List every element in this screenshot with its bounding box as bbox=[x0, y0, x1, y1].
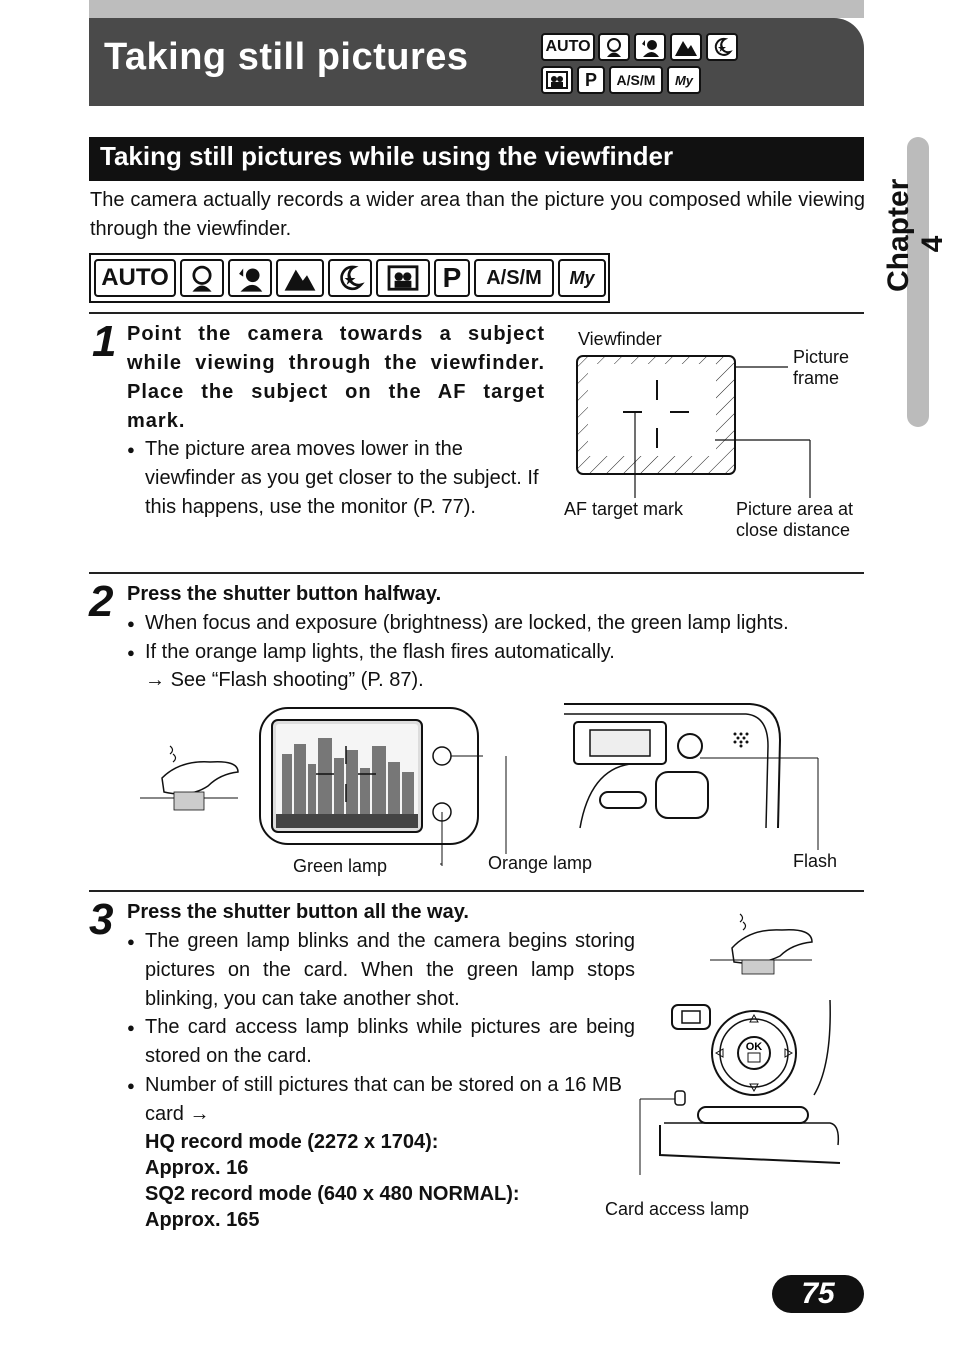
step3-bullet-2 bbox=[145, 1013, 635, 1071]
portrait-icon-large bbox=[180, 259, 224, 297]
step3-bullet-3-text: Number of still pictures that can be stored on a 16 MB card bbox=[145, 1074, 622, 1125]
shutter-full-press-illustration bbox=[708, 908, 818, 978]
step3-bullet-1-text: The green lamp blinks and the camera begins storing pictures on the card. When the green lamp stops blinking, you can take another shot. bbox=[145, 930, 635, 1010]
label-flash: Flash bbox=[793, 851, 838, 871]
camera-back-illustration bbox=[630, 995, 845, 1175]
step2-bullet-2 bbox=[145, 638, 865, 667]
step2-bullet-2-text: If the orange lamp lights, the flash fires automatically. bbox=[145, 641, 615, 663]
step2-bullet-1 bbox=[145, 609, 865, 638]
label-viewfinder: Viewfinder bbox=[578, 329, 662, 349]
step3-rule bbox=[89, 890, 864, 892]
landscape-icon-large bbox=[276, 259, 324, 297]
step1-number: 1 bbox=[92, 317, 117, 366]
page-title: Taking still pictures bbox=[104, 36, 469, 78]
label-green-lamp: Green lamp bbox=[293, 856, 388, 876]
section-heading: Taking still pictures while using the viewfinder bbox=[100, 141, 674, 171]
asm-mode-icon: A/S/M bbox=[609, 66, 663, 94]
step3-specs bbox=[145, 1129, 520, 1233]
step3-bullet-2-text: The card access lamp blinks while pictures are being stored on the card. bbox=[145, 1016, 635, 1067]
shutter-half-press-illustration bbox=[140, 740, 240, 812]
program-mode-icon: P bbox=[577, 66, 605, 94]
step2-see-also-text: See “Flash shooting” (P. 87). bbox=[170, 669, 424, 691]
program-mode-icon-large: P bbox=[434, 259, 470, 297]
step2-bullet-1-text: When focus and exposure (brightness) are locked, the green lamp lights. bbox=[145, 612, 789, 634]
night-portrait-icon bbox=[634, 33, 666, 61]
label-orange-lamp: Orange lamp bbox=[488, 853, 593, 873]
viewfinder-diagram bbox=[560, 350, 860, 500]
arrow-icon: → bbox=[189, 1103, 210, 1125]
ok-button-label: OK bbox=[745, 1041, 763, 1053]
label-picture-frame: Picture frame bbox=[793, 347, 850, 388]
step1-heading: Point the camera towards a subject while viewing through the viewfinder. Place the subject on the AF target mark. bbox=[127, 323, 545, 432]
section-intro: The camera actually records a wider area than the picture you composed while viewing through the viewfinder. bbox=[90, 189, 865, 240]
step3-bullet-1 bbox=[145, 927, 635, 1014]
step2-number: 2 bbox=[89, 577, 114, 626]
spec-hq-mode: HQ record mode (2272 x 1704): bbox=[145, 1131, 439, 1153]
spec-sq2-count: Approx. 165 bbox=[145, 1209, 260, 1231]
step2-see-also bbox=[145, 666, 424, 695]
lamp-callout-lines bbox=[440, 756, 512, 866]
step3-heading: Press the shutter button all the way. bbox=[127, 901, 469, 923]
night-scene-icon bbox=[706, 33, 738, 61]
spec-hq-count: Approx. 16 bbox=[145, 1157, 249, 1179]
night-scene-icon-large bbox=[328, 259, 372, 297]
spec-sq2-mode: SQ2 record mode (640 x 480 NORMAL): bbox=[145, 1183, 520, 1205]
portrait-icon bbox=[598, 33, 630, 61]
title-top-strip bbox=[89, 0, 864, 18]
my-mode-icon: My bbox=[667, 66, 701, 94]
page-number: 75 bbox=[801, 1277, 835, 1310]
mode-icon-row bbox=[89, 253, 610, 303]
step3-number: 3 bbox=[89, 895, 114, 944]
step2-heading: Press the shutter button halfway. bbox=[127, 583, 442, 605]
asm-mode-icon-large: A/S/M bbox=[474, 259, 554, 297]
camera-flash-illustration bbox=[560, 700, 830, 850]
chapter-tab-label: Chapter 4 bbox=[882, 178, 949, 292]
my-mode-icon-large: My bbox=[558, 259, 606, 297]
self-portrait-icon bbox=[541, 66, 573, 94]
night-portrait-icon-large bbox=[228, 259, 272, 297]
auto-mode-icon: AUTO bbox=[541, 33, 595, 61]
label-card-access-lamp: Card access lamp bbox=[605, 1199, 750, 1219]
step1-bullet-text: The picture area moves lower in the viewfinder as you get closer to the subject. If this happens, use the monitor (P. 77). bbox=[145, 438, 539, 518]
step3-bullet-3 bbox=[145, 1071, 635, 1129]
label-close-area: Picture area at close distance bbox=[736, 499, 854, 540]
landscape-icon bbox=[670, 33, 702, 61]
auto-mode-icon-large: AUTO bbox=[94, 259, 176, 297]
self-portrait-icon-large bbox=[376, 259, 430, 297]
step1-bullet bbox=[145, 435, 545, 522]
arrow-icon: → bbox=[145, 669, 171, 691]
step2-rule bbox=[89, 572, 864, 574]
label-af-target: AF target mark bbox=[564, 499, 684, 519]
step1-rule bbox=[89, 312, 864, 314]
